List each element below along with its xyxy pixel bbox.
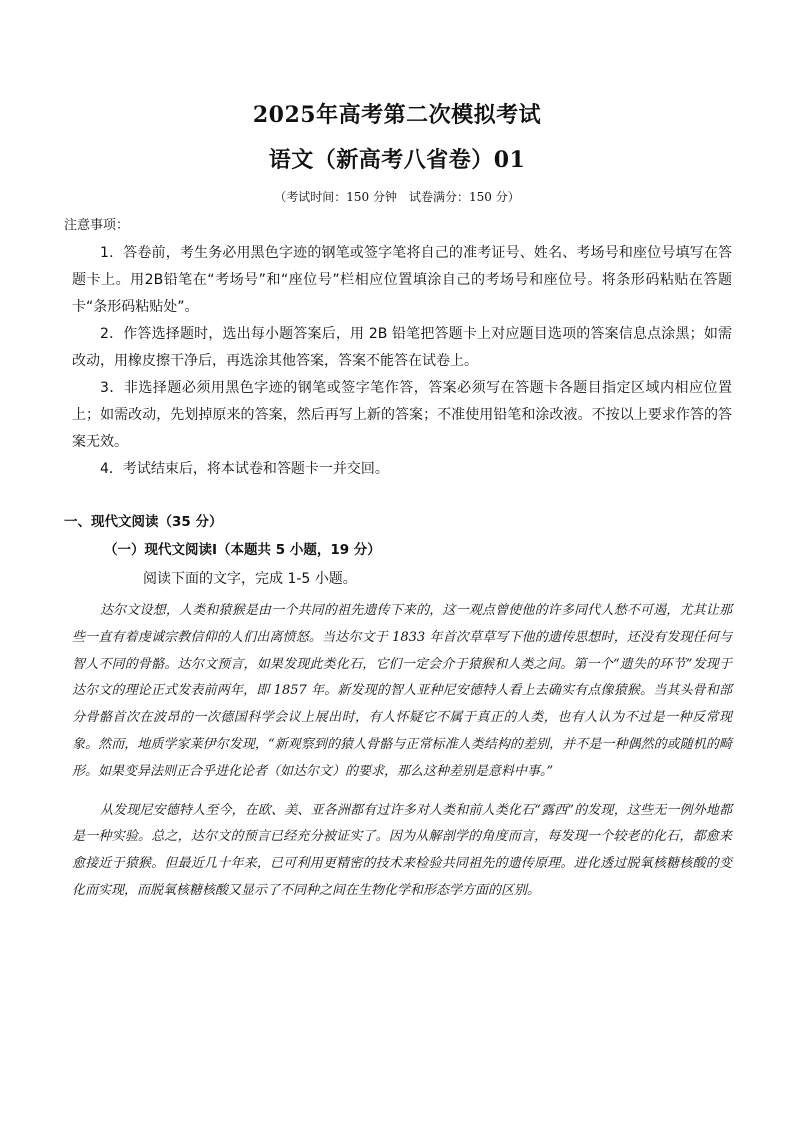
- notes-list: [72, 240, 732, 483]
- passage-paragraph-2: 从发现尼安德特人至今，在欧、美、亚各洲都有过许多对人类和前人类化石“露西”的发现，这些无一例外地都是一种实验。总之，达尔文的预言已经充分被证实了。因为从解剖学的角度而言，每发现一个较老的化石，都愈来愈接近于猿猴。但最近几十年来，已可利用更精密的技术来检验共同祖先的遗传原理。进化透过脱氧核糖核酸的变化而实现，而脱氧核糖核酸又显示了不同种之间在生物化学和形态学方面的区别。: [72, 802, 732, 898]
- exam-subtitle: 语文（新高考八省卷）01: [268, 147, 526, 173]
- section-heading: 一、现代文阅读（35 分）: [64, 514, 223, 530]
- note-item-3: 3．非选择题必须用黑色字迹的钢笔或签字笔作答，答案必须写在答题卡各题目指定区域内相应位置上；如需改动，先划掉原来的答案，然后再写上新的答案；不准使用铅笔和涂改液。不按以上要求作答的答案无效。: [72, 380, 732, 450]
- exam-title: 2025年高考第二次模拟考试: [252, 102, 542, 128]
- exam-time-score-info: （考试时间：150 分钟 试卷满分：150 分）: [274, 190, 520, 204]
- note-item-4: 4．考试结束后，将本试卷和答题卡一并交回。: [100, 461, 389, 477]
- passage-paragraph-1: 达尔文设想，人类和猿猴是由一个共同的祖先遗传下来的，这一观点曾使他的许多同代人愁不可遏，尤其让那些一直有着虔诚宗教信仰的人们出离愤怒。当达尔文于 1833 年首次草草写下他的遗传思想时，还没有发现任何与智人不同的骨骼。达尔文预言，如果发现此类化石，它们一定会介于猿猴和人类之间。第一个“遗失的环节”发现于达尔文的理论正式发表前两年，即 1857 年。新发现的智人亚种尼安德特人看上去确实有点像猿猴。当其头骨和部分骨骼首次在波昂的一次德国科学会议上展出时，有人怀疑它不属于真正的人类，也有人认为不过是一种反常现象。然而，地质学家莱伊尔发现，“新观察到的猿人骨骼与正常标准人类结构的差别，并不是一种偶然的或随机的畸形。如果变异法则正合乎进化论者（如达尔文）的要求，那么这种差别是意料中事。”: [72, 603, 732, 779]
- notes-heading: 注意事项：: [64, 218, 130, 233]
- note-item-1: 1．答卷前，考生务必用黑色字迹的钢笔或签字笔将自己的准考证号、姓名、考场号和座位号填写在答题卡上。用2B铅笔在“考场号”和“座位号”栏相应位置填涂自己的考场号和座位号。将条形码粘贴在答题卡“条形码粘贴处”。: [72, 245, 732, 315]
- reading-passage: [72, 598, 732, 905]
- note-item-2: 2．作答选择题时，选出每小题答案后，用 2B 铅笔把答题卡上对应题目选项的答案信息点涂黑；如需改动，用橡皮擦干净后，再选涂其他答案，答案不能答在试卷上。: [72, 326, 732, 369]
- section-subheading: （一）现代文阅读Ⅰ（本题共 5 小题，19 分）: [104, 542, 381, 558]
- reading-instruction: 阅读下面的文字，完成 1-5 小题。: [143, 571, 357, 587]
